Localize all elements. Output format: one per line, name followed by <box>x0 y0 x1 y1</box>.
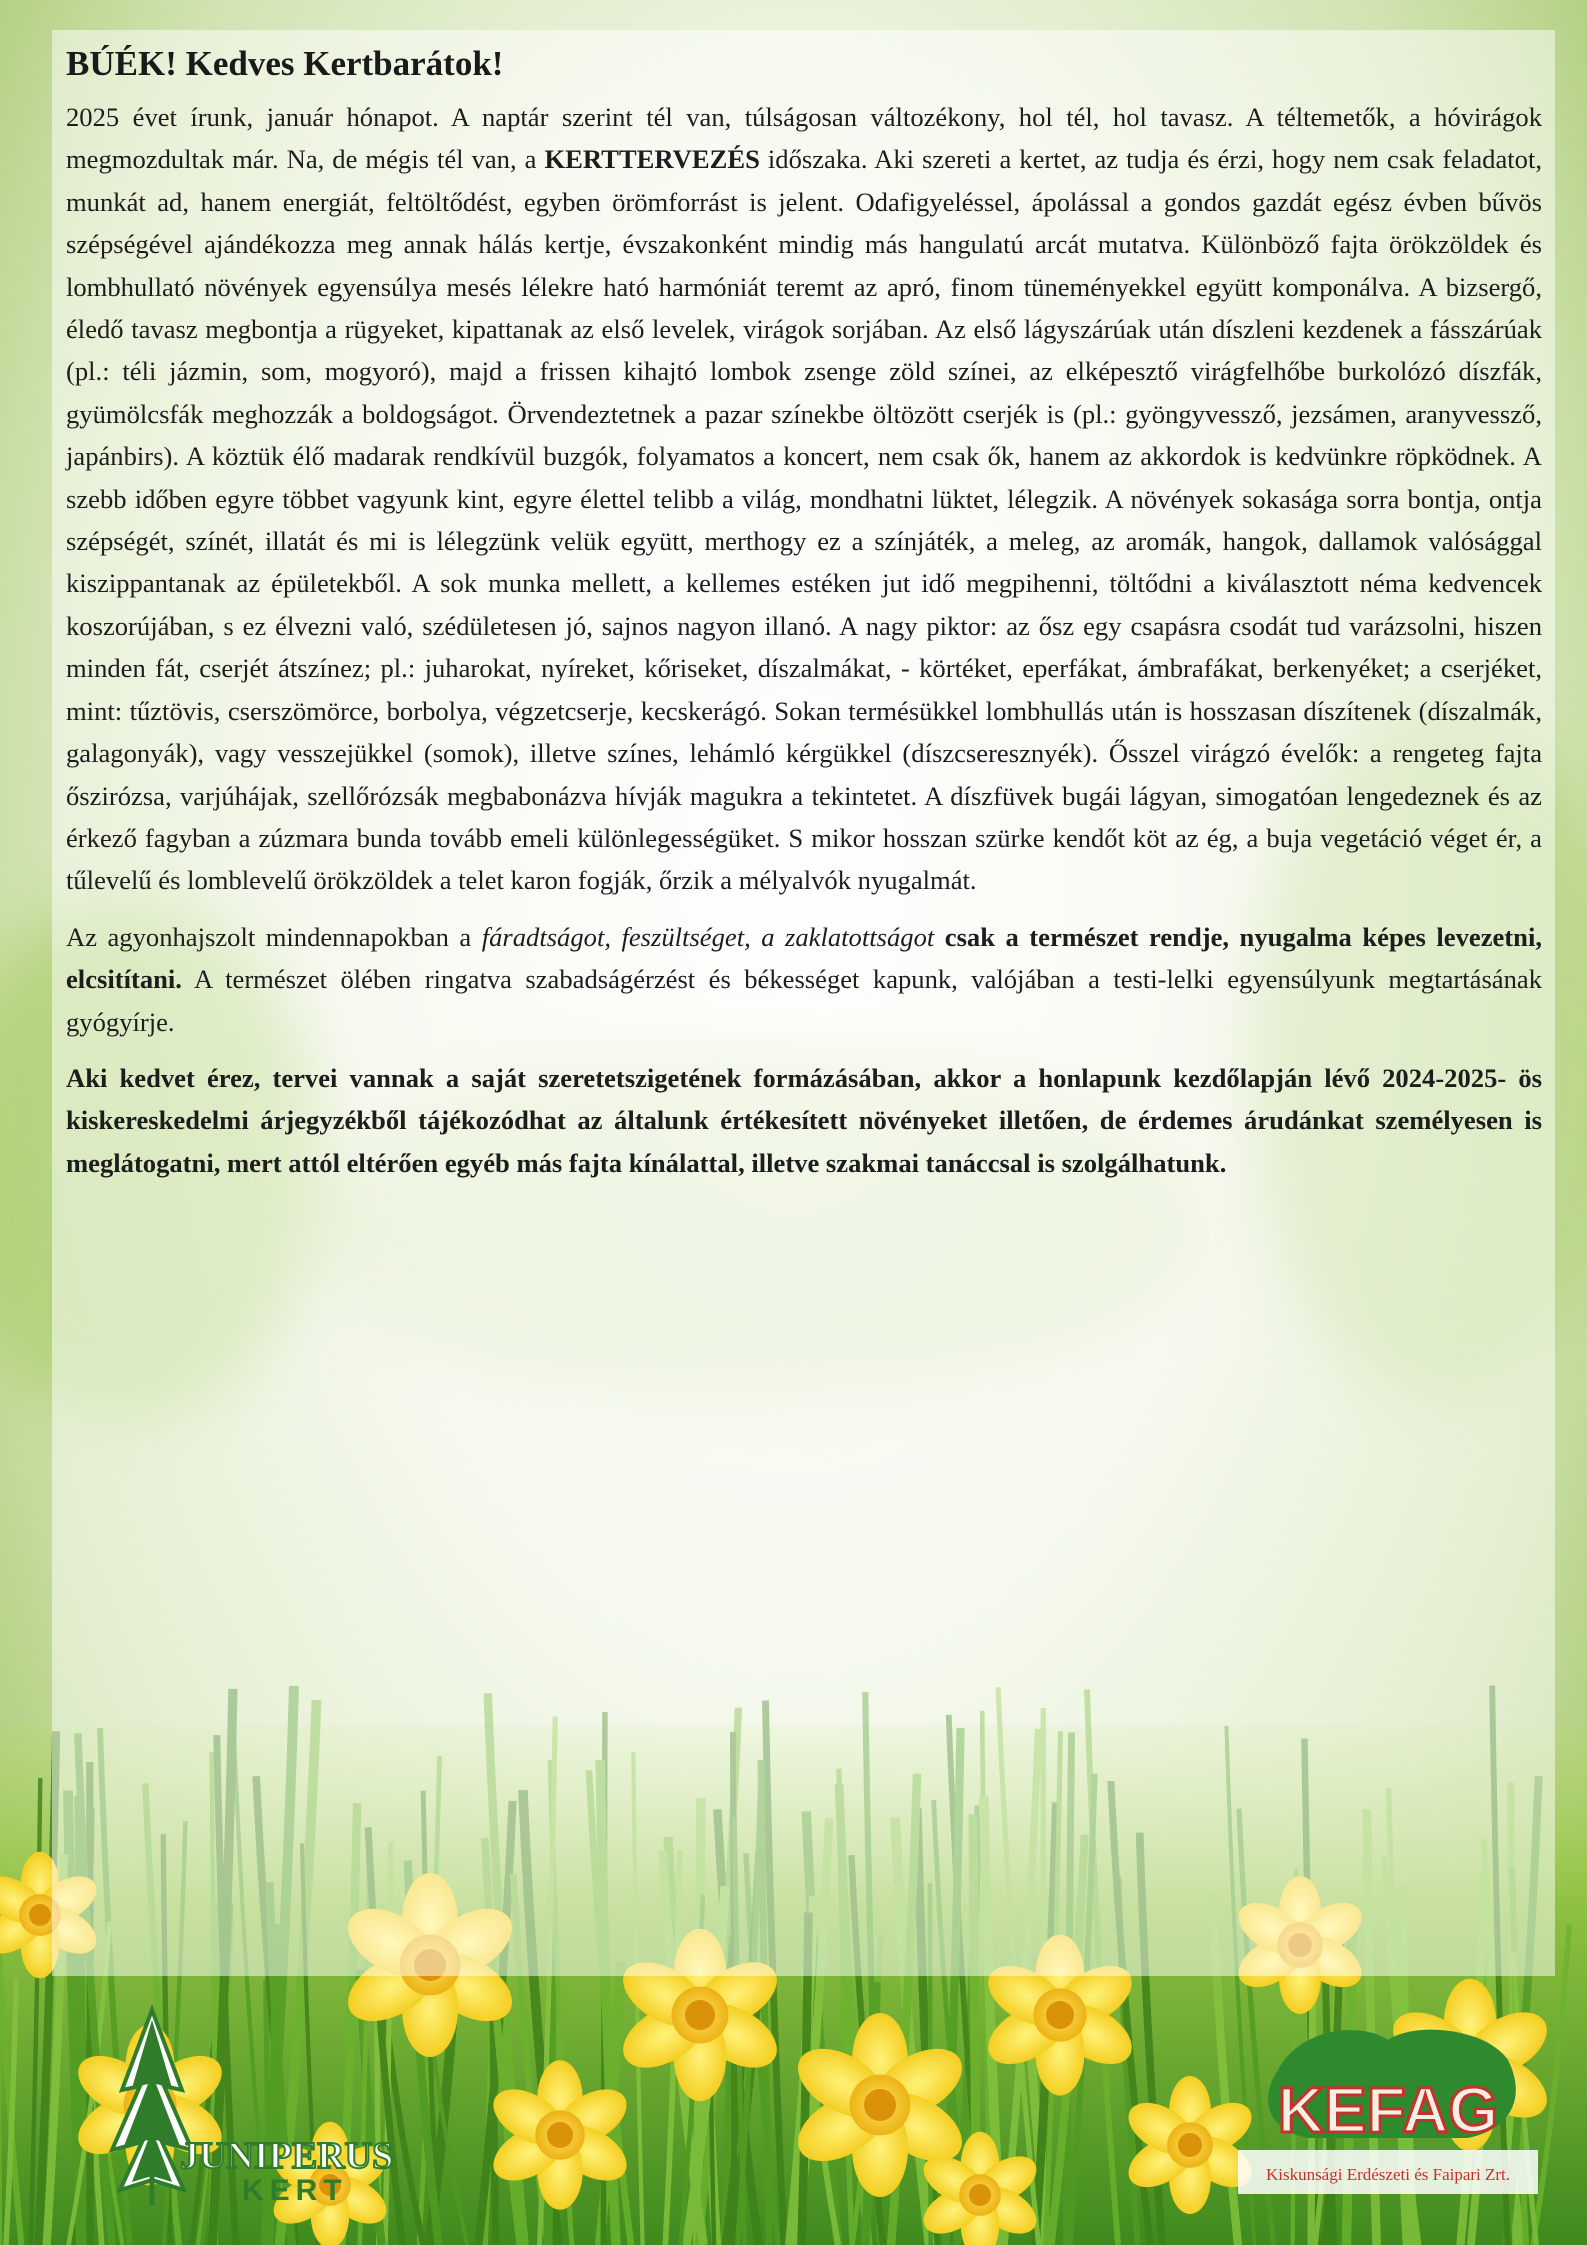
kefag-logo-text: KEFAG <box>1277 2074 1499 2146</box>
paragraph-1-bold: KERTTERVEZÉS <box>544 144 760 175</box>
paragraph-1 <box>66 96 1542 902</box>
letter-content <box>66 38 1542 1198</box>
paragraph-2-text-cont: A természet ölében ringatva szabadságérzést és békességet kapunk, valójában a testi-lelki egyensúlyunk megtartásának gyógyírje. <box>66 964 1542 1037</box>
kefag-subtitle: Kiskunsági Erdészeti és Faipari Zrt. <box>1265 2165 1511 2184</box>
letter-title: BÚÉK! Kedves Kertbarátok! <box>66 44 504 83</box>
juniperus-kert-logo <box>92 2000 422 2215</box>
paragraph-1-text-cont: időszaka. Aki szereti a kertet, az tudja és érzi, hogy nem csak feladatot, munkát ad, hanem energiát, feltöltődést, egyben örömforrást is jelent. Odafigyeléssel, ápolással a gondos gazdát egész évben bűvös szépségével ajándékozza meg annak hálás kertje, évszakonként mindig más hangulatú arcát mutatva. Különböző fajta örökzöldek és lombhullató növények egyensúlya mesés lélekre ható harmóniát teremt az apró, finom tüneményekkel együtt komponálva. A bizsergő, éledő tavasz megbontja a rügyeket, kipattanak az első levelek, virágok sorjában. Az első lágyszárúak után díszleni kezdenek a fásszárúak (pl.: téli jázmin, som, mogyoró), majd a frissen kihajtó lombok zsenge zöld színei, az elképesztő virágfelhőbe burkolózó díszfák, gyümölcsfák meghozzák a boldogságot. Örvendeztetnek a pazar színekbe öltözött cserjék is (pl.: gyöngyvessző, jezsámen, aranyvessző, japánbirs). A köztük élő madarak rendkívül buzgók, folyamatos a koncert, nem csak ők, hanem az akkordok is kedvünkre röpködnek. A szebb időben egyre többet vagyunk kint, egyre élettel telibb a világ, mondhatni lüktet, lélegzik. A növények sokasága sorra bontja, ontja szépségét, színét, illatát és mi is lélegzünk velük együtt, merthogy ez a színjáték, a meleg, az aromák, hangok, dallamok valósággal kiszippantanak az épületekből. A sok munka mellett, a kellemes estéken jut idő megpihenni, töltődni a kiválasztott néma kedvencek koszorújában, s ez élvezni való, szédületesen jó, sajnos nagyon illanó. A nagy piktor: az ősz egy csapásra csodát tud varázsolni, hiszen minden fát, cserjét átszínez; pl.: juharokat, nyíreket, kőriseket, díszalmákat, - körtéket, eperfákat, ámbrafákat, berkenyéket; a cserjéket, mint: tűztövis, cserszömörce, borbolya, végzetcserje, kecskerágó. Sokan termésükkel lombhullás után is hosszasan díszítenek (díszalmák, galagonyák), vagy vesszejükkel (somok), illetve színes, lehámló kérgükkel (díszcseresznyék). Ősszel virágzó évelők: a rengeteg fajta őszirózsa, varjúhájak, szellőrózsák megbabonázva hívják magukra a tekintetet. A díszfüvek bugái lágyan, simogatóan lengedeznek és az érkező fagyban a zúzmara bunda tovább emeli különlegességüket. S mikor hosszan szürke kendőt köt az ég, a buja vegetáció véget ér, a tűlevelű és lomblevelű örökzöldek a telet karon fogják, őrzik a mélyalvók nyugalmát. <box>66 144 1542 896</box>
paragraph-3 <box>66 1057 1542 1184</box>
kefag-logo <box>1238 2020 1538 2210</box>
juniperus-logo-text: JUNIPERUS <box>180 2135 394 2177</box>
paragraph-1-text: 2025 évet írunk, január hónapot. A naptár szerint tél van, túlságosan változékony, hol tél, hol tavasz. A téltemetők, a hóvirágok megmozdultak már. Na, de mégis tél van, a <box>66 102 1542 175</box>
paragraph-3-bold: Aki kedvet érez, tervei vannak a saját szeretetszigetének formázásában, akkor a honlapunk kezdőlapján lévő 2024-2025- ös kiskereskedelmi árjegyzékből tájékozódhat az általunk értékesített növényeket illetően, de érdemes árudánkat személyesen is meglátogatni, mert attól eltérően egyéb más fajta kínálattal, illetve szakmai tanáccsal is szolgálhatunk. <box>66 1062 1542 1178</box>
kert-logo-text: KERT <box>242 2174 348 2207</box>
paragraph-2 <box>66 916 1542 1043</box>
paragraph-2-italic: fáradtságot, feszültséget, a zaklatottságot <box>481 921 935 952</box>
paragraph-2-bold: csak a természet rendje, nyugalma képes levezetni, elcsitítani. <box>66 921 1542 995</box>
paragraph-2-text: Az agyonhajszolt mindennapokban a <box>66 921 482 952</box>
